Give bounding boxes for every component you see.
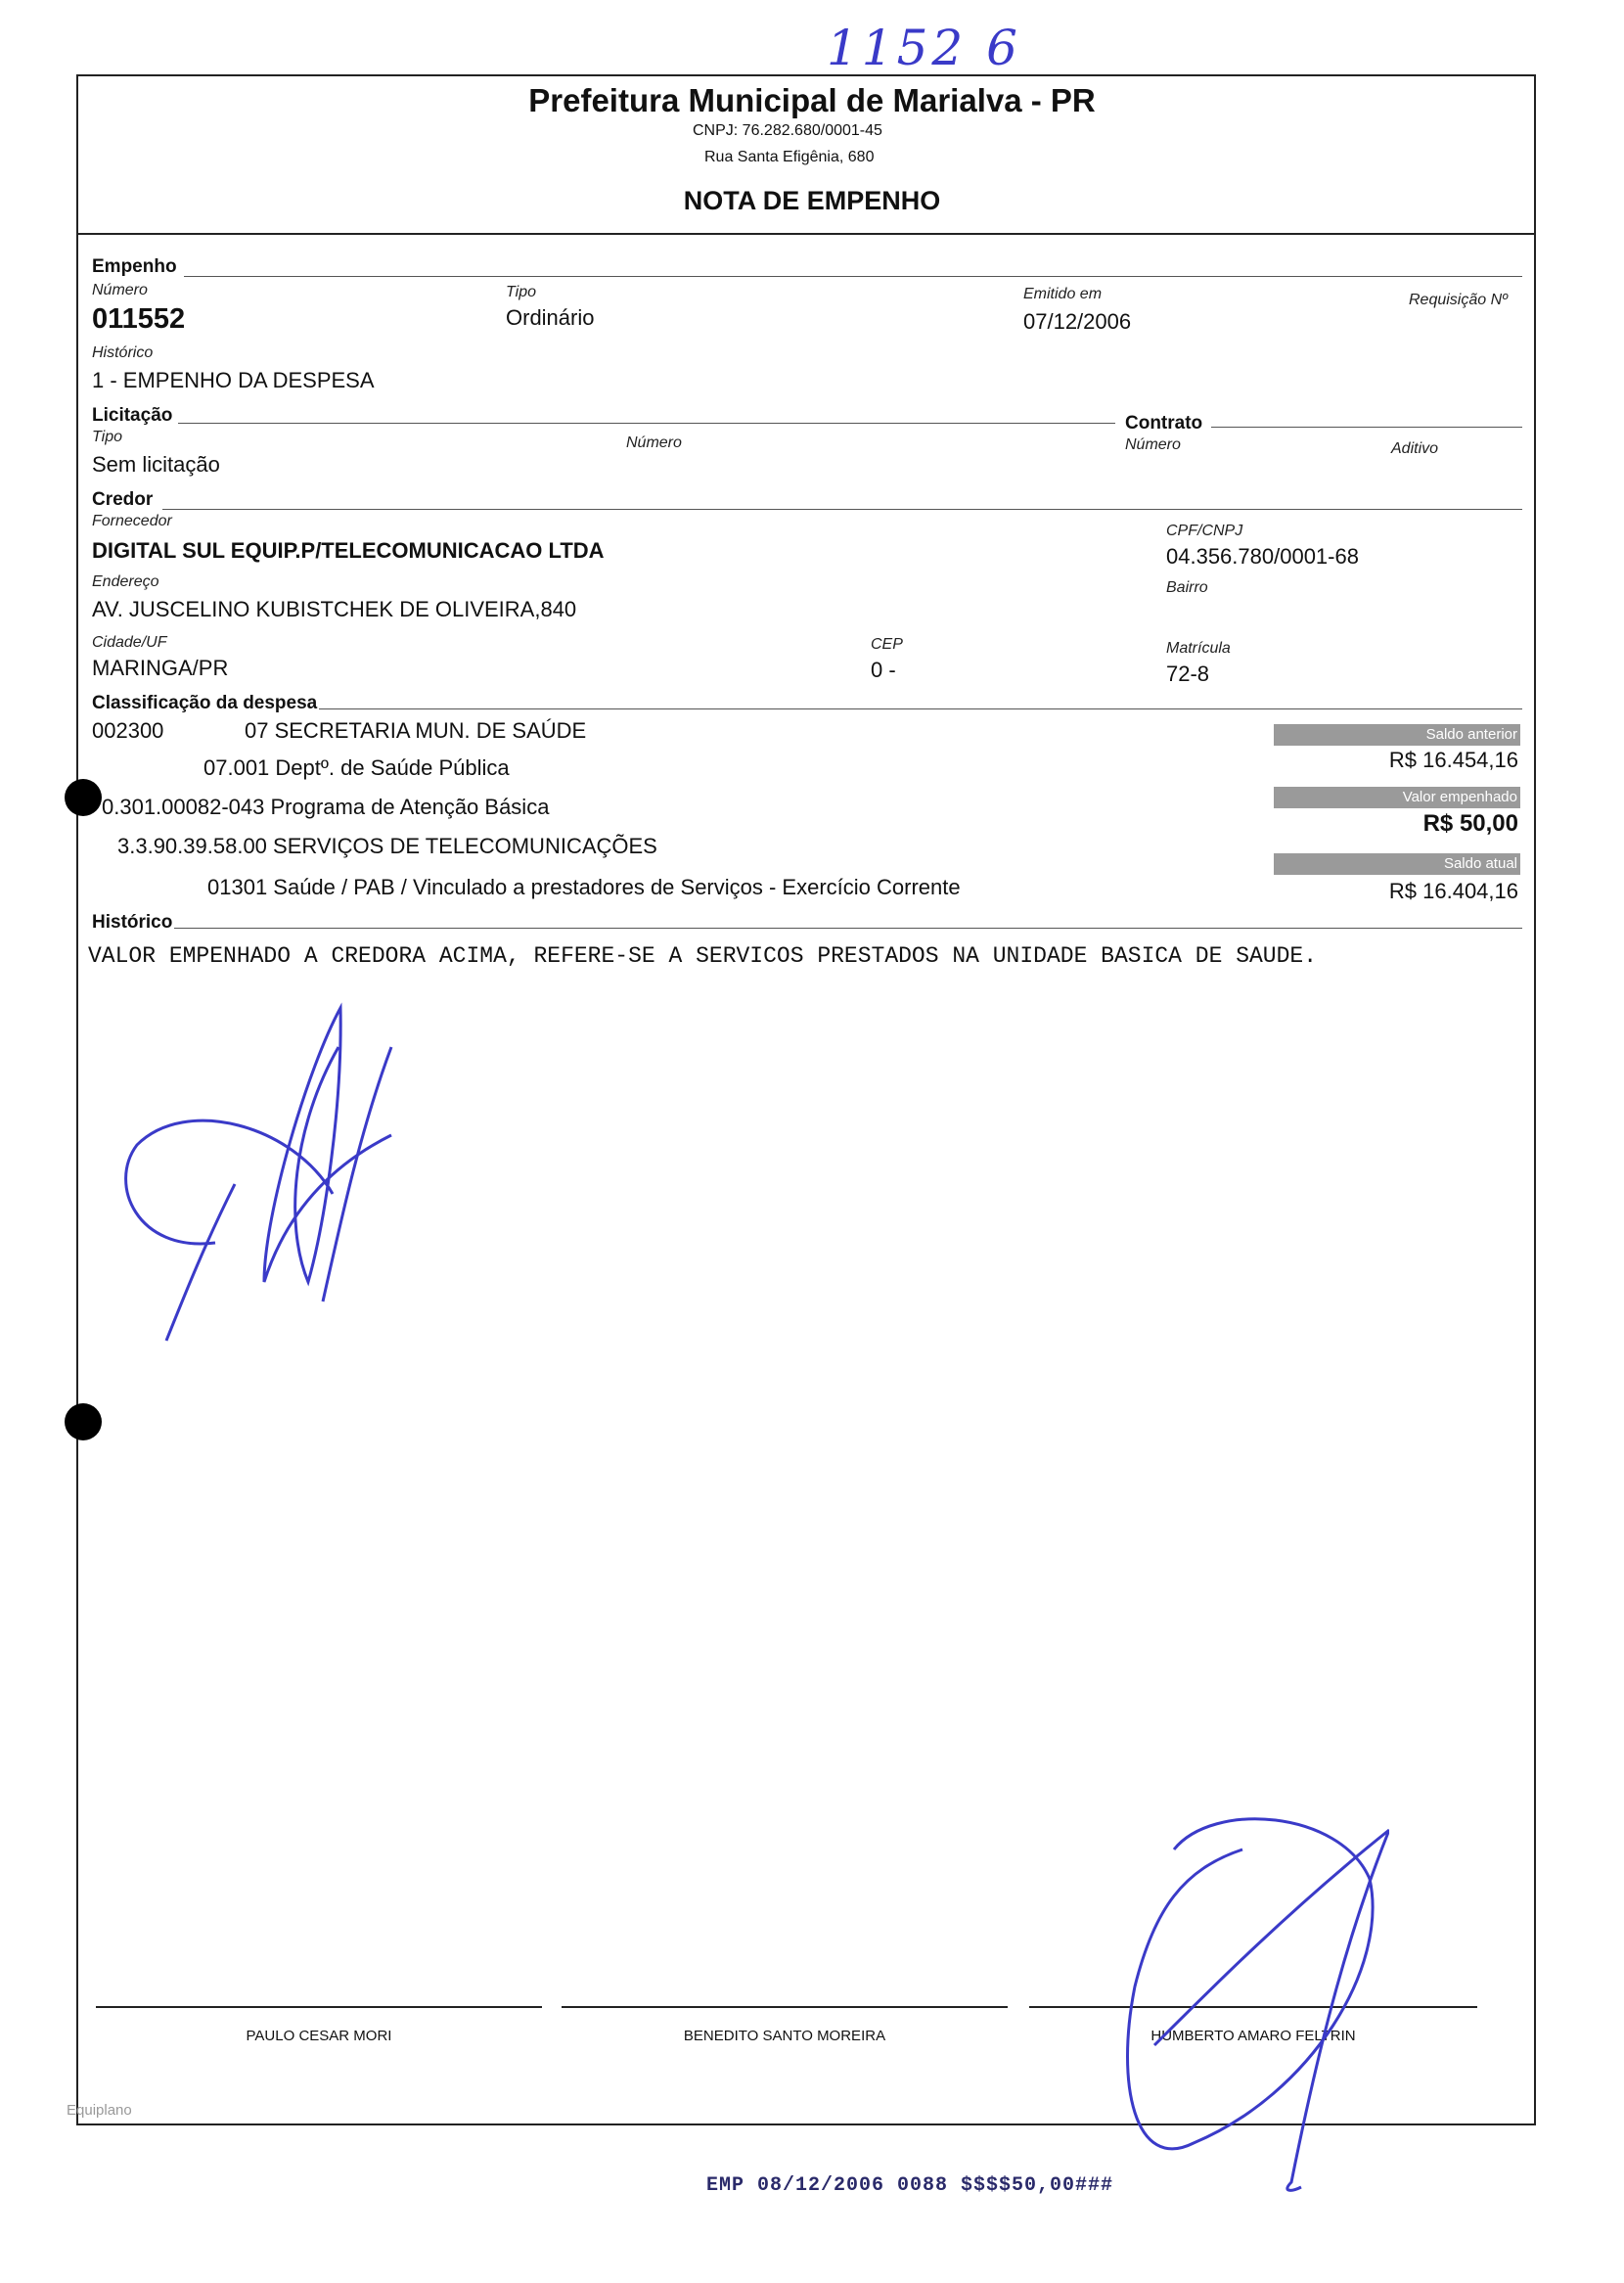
signature-name: PAULO CESAR MORI bbox=[246, 2028, 392, 2044]
section-licitacao: Licitação bbox=[92, 405, 173, 426]
section-historico: Histórico bbox=[92, 912, 173, 933]
label-endereco: Endereço bbox=[92, 573, 159, 590]
label-contrato-numero: Número bbox=[1125, 436, 1181, 453]
section-credor: Credor bbox=[92, 489, 154, 510]
section-rule bbox=[162, 509, 1522, 510]
signature-name: HUMBERTO AMARO FELTRIN bbox=[1150, 2028, 1356, 2044]
label-tipo: Tipo bbox=[506, 284, 536, 300]
saldo-atual-value: R$ 16.404,16 bbox=[1388, 879, 1518, 903]
section-classificacao: Classificação da despesa bbox=[92, 693, 318, 713]
credor-cnpj: 04.356.780/0001-68 bbox=[1166, 544, 1359, 569]
valor-empenhado-value: R$ 50,00 bbox=[1422, 810, 1518, 837]
header-divider bbox=[76, 233, 1536, 235]
empenho-historico: 1 - EMPENHO DA DESPESA bbox=[92, 368, 375, 392]
signature-line bbox=[96, 2006, 542, 2008]
classificacao-line: 002300 bbox=[92, 718, 164, 743]
label-bairro: Bairro bbox=[1166, 579, 1208, 596]
label-matricula: Matrícula bbox=[1166, 640, 1231, 657]
punch-hole bbox=[65, 1403, 102, 1440]
label-cep: CEP bbox=[871, 636, 903, 653]
label-historico-empenho: Histórico bbox=[92, 344, 154, 361]
saldo-atual-label: Saldo atual bbox=[1274, 853, 1520, 875]
section-rule bbox=[319, 708, 1522, 709]
credor-endereco: AV. JUSCELINO KUBISTCHEK DE OLIVEIRA,840 bbox=[92, 597, 577, 621]
section-rule bbox=[1211, 427, 1522, 428]
section-empenho: Empenho bbox=[92, 256, 177, 277]
label-cnpj: CPF/CNPJ bbox=[1166, 523, 1243, 539]
label-emitido: Emitido em bbox=[1023, 286, 1103, 302]
doc-title: NOTA DE EMPENHO bbox=[683, 186, 941, 215]
label-numero: Número bbox=[92, 282, 148, 298]
classificacao-line: 07.001 Deptº. de Saúde Pública bbox=[203, 755, 510, 780]
bank-stamp: EMP 08/12/2006 0088 $$$$50,00### bbox=[706, 2174, 1114, 2197]
header-address: Rua Santa Efigênia, 680 bbox=[704, 149, 875, 165]
page-title: Prefeitura Municipal de Marialva - PR bbox=[528, 82, 1096, 118]
label-aditivo: Aditivo bbox=[1391, 440, 1439, 457]
valor-empenhado-label: Valor empenhado bbox=[1274, 787, 1520, 808]
header-cnpj: CNPJ: 76.282.680/0001-45 bbox=[693, 122, 882, 139]
empenho-numero: 011552 bbox=[92, 303, 186, 335]
footer-brand: Equiplano bbox=[67, 2102, 132, 2119]
section-rule bbox=[178, 423, 1115, 424]
label-cidade: Cidade/UF bbox=[92, 634, 167, 651]
section-rule bbox=[184, 276, 1522, 277]
empenho-emitido: 07/12/2006 bbox=[1023, 309, 1132, 334]
saldo-anterior-label: Saldo anterior bbox=[1274, 724, 1520, 746]
historico-text: VALOR EMPENHADO A CREDORA ACIMA, REFERE-SE A SERVICOS PRESTADOS NA UNIDADE BASICA DE SAUDE. bbox=[88, 943, 1318, 969]
classificacao-line: 07 SECRETARIA MUN. DE SAÚDE bbox=[245, 718, 587, 743]
classificacao-line: 0.301.00082-043 Programa de Atenção Básica bbox=[102, 795, 550, 819]
label-requisicao: Requisição Nº bbox=[1409, 292, 1508, 308]
credor-fornecedor: DIGITAL SUL EQUIP.P/TELECOMUNICACAO LTDA bbox=[92, 538, 605, 563]
label-licitacao-numero: Número bbox=[626, 434, 682, 451]
section-rule bbox=[174, 928, 1522, 929]
handwritten-number: 1152 6 bbox=[827, 20, 1021, 76]
handwritten-signature bbox=[98, 988, 450, 1360]
empenho-tipo: Ordinário bbox=[506, 305, 595, 330]
signature-name: BENEDITO SANTO MOREIRA bbox=[683, 2028, 886, 2044]
classificacao-line: 3.3.90.39.58.00 SERVIÇOS DE TELECOMUNICAÇÕES bbox=[117, 834, 657, 858]
handwritten-signature bbox=[1096, 1791, 1389, 2202]
licitacao-tipo: Sem licitação bbox=[92, 452, 220, 477]
credor-cidade: MARINGA/PR bbox=[92, 656, 229, 680]
punch-hole bbox=[65, 779, 102, 816]
label-fornecedor: Fornecedor bbox=[92, 513, 172, 529]
section-contrato: Contrato bbox=[1125, 413, 1203, 434]
label-licitacao-tipo: Tipo bbox=[92, 429, 122, 445]
signature-line bbox=[562, 2006, 1008, 2008]
saldo-anterior-value: R$ 16.454,16 bbox=[1388, 748, 1518, 772]
credor-cep: 0 - bbox=[871, 658, 896, 682]
classificacao-line: 01301 Saúde / PAB / Vinculado a prestadores de Serviços - Exercício Corrente bbox=[207, 875, 961, 899]
credor-matricula: 72-8 bbox=[1166, 662, 1210, 686]
